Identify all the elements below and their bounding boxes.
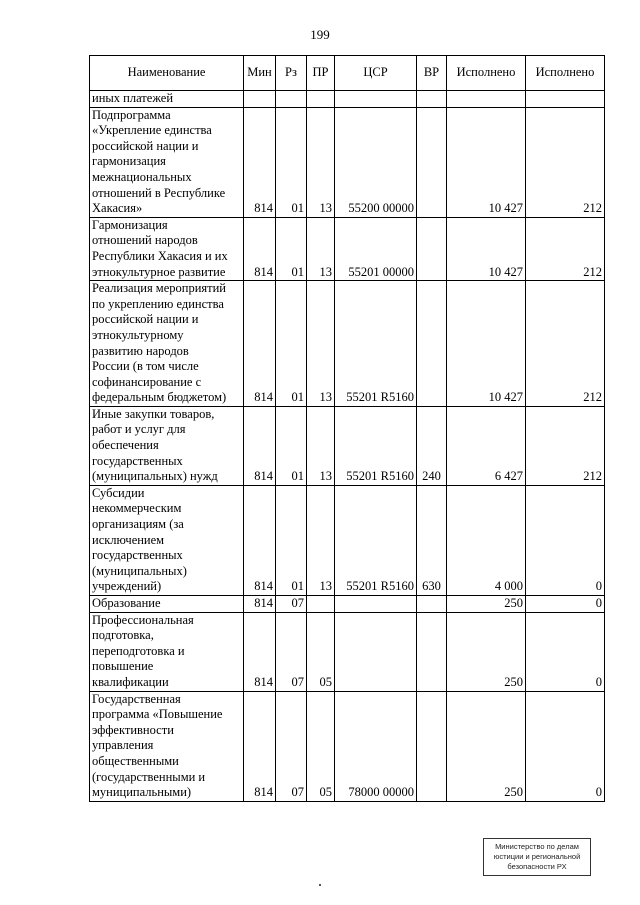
row-csr: 55200 00000: [335, 107, 417, 217]
row-executed-2: [526, 91, 605, 108]
row-name: Иные закупки товаров, работ и услуг для обеспечения государственных (муниципальных) нужд: [90, 406, 244, 485]
header-row: [90, 56, 605, 91]
stamp-line: юстиции и региональной: [493, 852, 581, 861]
row-vr: 240: [417, 406, 447, 485]
row-rz: [276, 91, 307, 108]
row-rz: 07: [276, 612, 307, 691]
row-rz: 01: [276, 107, 307, 217]
row-min: 814: [244, 596, 276, 613]
row-min: 814: [244, 691, 276, 801]
row-vr: [417, 107, 447, 217]
header-min: Мин: [244, 56, 276, 91]
row-name: Реализация мероприятий по укреплению единства российской нации и этнокультурному развитию народов России (в том числе софинансирование с федеральным бюджетом): [90, 281, 244, 407]
row-csr: 55201 R5160: [335, 406, 417, 485]
row-name: Государственная программа «Повышение эффективности управления общественными (государственными и муниципальными): [90, 691, 244, 801]
row-csr: 55201 00000: [335, 217, 417, 280]
row-executed-2: 212: [526, 217, 605, 280]
row-executed-2: 0: [526, 596, 605, 613]
row-rz: 07: [276, 596, 307, 613]
row-name: иных платежей: [90, 91, 244, 108]
row-min: 814: [244, 217, 276, 280]
row-pr: 05: [307, 612, 335, 691]
row-name: Профессиональная подготовка, переподготовка и повышение квалификации: [90, 612, 244, 691]
row-vr: [417, 91, 447, 108]
page-number: 199: [310, 27, 330, 42]
header-executed-2: Исполнено: [526, 56, 605, 91]
row-name: Гармонизация отношений народов Республики Хакасия и их этнокультурное развитие: [90, 217, 244, 280]
row-executed: 250: [447, 596, 526, 613]
row-rz: 07: [276, 691, 307, 801]
row-csr: [335, 612, 417, 691]
row-vr: [417, 691, 447, 801]
row-min: 814: [244, 406, 276, 485]
table-row: [90, 596, 605, 613]
row-min: 814: [244, 485, 276, 595]
row-csr: 78000 00000: [335, 691, 417, 801]
row-rz: 01: [276, 485, 307, 595]
row-pr: 13: [307, 281, 335, 407]
row-executed-2: 212: [526, 406, 605, 485]
row-pr: [307, 91, 335, 108]
table-row: [90, 485, 605, 595]
row-executed: 250: [447, 612, 526, 691]
table-row: [90, 217, 605, 280]
row-executed-2: 212: [526, 281, 605, 407]
row-executed: 10 427: [447, 107, 526, 217]
header-pr: ПР: [307, 56, 335, 91]
row-min: 814: [244, 281, 276, 407]
row-vr: [417, 612, 447, 691]
row-vr: [417, 217, 447, 280]
table-row: [90, 691, 605, 801]
row-min: 814: [244, 107, 276, 217]
table-row: [90, 612, 605, 691]
row-rz: 01: [276, 281, 307, 407]
ministry-stamp: [483, 838, 591, 876]
row-csr: [335, 91, 417, 108]
row-pr: 13: [307, 406, 335, 485]
stamp-line: Министерство по делам: [495, 842, 579, 851]
row-rz: 01: [276, 406, 307, 485]
row-executed: 10 427: [447, 281, 526, 407]
row-rz: 01: [276, 217, 307, 280]
row-csr: 55201 R5160: [335, 281, 417, 407]
row-executed-2: 0: [526, 691, 605, 801]
row-executed-2: 0: [526, 485, 605, 595]
row-executed: [447, 91, 526, 108]
table-row: [90, 281, 605, 407]
stamp-line: безопасности РХ: [507, 862, 567, 871]
header-executed: Исполнено: [447, 56, 526, 91]
row-name: Субсидии некоммерческим организациям (за исключением государственных (муниципальных) учреждений): [90, 485, 244, 595]
header-vr: ВР: [417, 56, 447, 91]
table-row: [90, 107, 605, 217]
row-executed-2: 0: [526, 612, 605, 691]
scan-dot: [319, 884, 321, 886]
row-csr: [335, 596, 417, 613]
row-pr: 13: [307, 217, 335, 280]
row-executed-2: 212: [526, 107, 605, 217]
row-vr: 630: [417, 485, 447, 595]
row-executed: 6 427: [447, 406, 526, 485]
header-rz: Рз: [276, 56, 307, 91]
budget-table: [89, 55, 605, 802]
table-row: [90, 406, 605, 485]
row-min: [244, 91, 276, 108]
row-executed: 4 000: [447, 485, 526, 595]
table-row: [90, 91, 605, 108]
row-executed: 250: [447, 691, 526, 801]
row-pr: 13: [307, 485, 335, 595]
header-csr: ЦСР: [335, 56, 417, 91]
row-csr: 55201 R5160: [335, 485, 417, 595]
row-min: 814: [244, 612, 276, 691]
row-name: Подпрограмма «Укрепление единства российской нации и гармонизация межнациональных отношений в Республике Хакасия»: [90, 107, 244, 217]
row-pr: [307, 596, 335, 613]
row-pr: 05: [307, 691, 335, 801]
row-vr: [417, 281, 447, 407]
row-pr: 13: [307, 107, 335, 217]
row-vr: [417, 596, 447, 613]
row-executed: 10 427: [447, 217, 526, 280]
row-name: Образование: [90, 596, 244, 613]
header-name: Наименование: [90, 56, 244, 91]
